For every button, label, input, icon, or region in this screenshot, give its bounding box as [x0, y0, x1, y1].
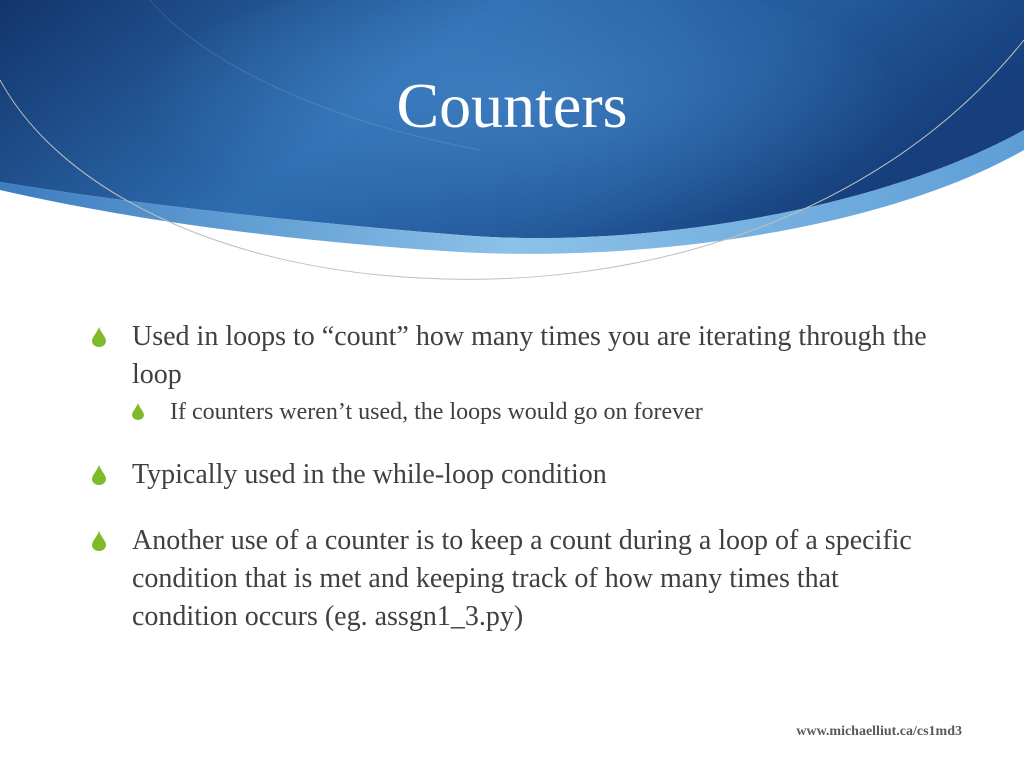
sub-bullet-item [132, 396, 942, 428]
bullet-text: Typically used in the while-loop condition [132, 459, 607, 490]
droplet-icon [132, 403, 144, 420]
bullet-text: Another use of a counter is to keep a count during a loop of a specific condition that is met and keeping track of how many times that condition occurs (eg. assgn1_3.py) [132, 525, 912, 632]
droplet-icon [92, 531, 106, 551]
header-banner [0, 0, 1024, 300]
bullet-text: If counters weren’t used, the loops would go on forever [170, 399, 703, 425]
bullet-text: Used in loops to “count” how many times you are iterating through the loop [132, 321, 927, 390]
slide-title: Counters [396, 70, 628, 141]
bullet-list [92, 318, 942, 636]
bullet-item [92, 318, 942, 394]
droplet-icon [92, 327, 106, 347]
footer-url: www.michaelliut.ca/cs1md3 [796, 724, 962, 739]
bullet-item [92, 456, 942, 494]
droplet-icon [92, 465, 106, 485]
bullet-item [92, 522, 942, 636]
